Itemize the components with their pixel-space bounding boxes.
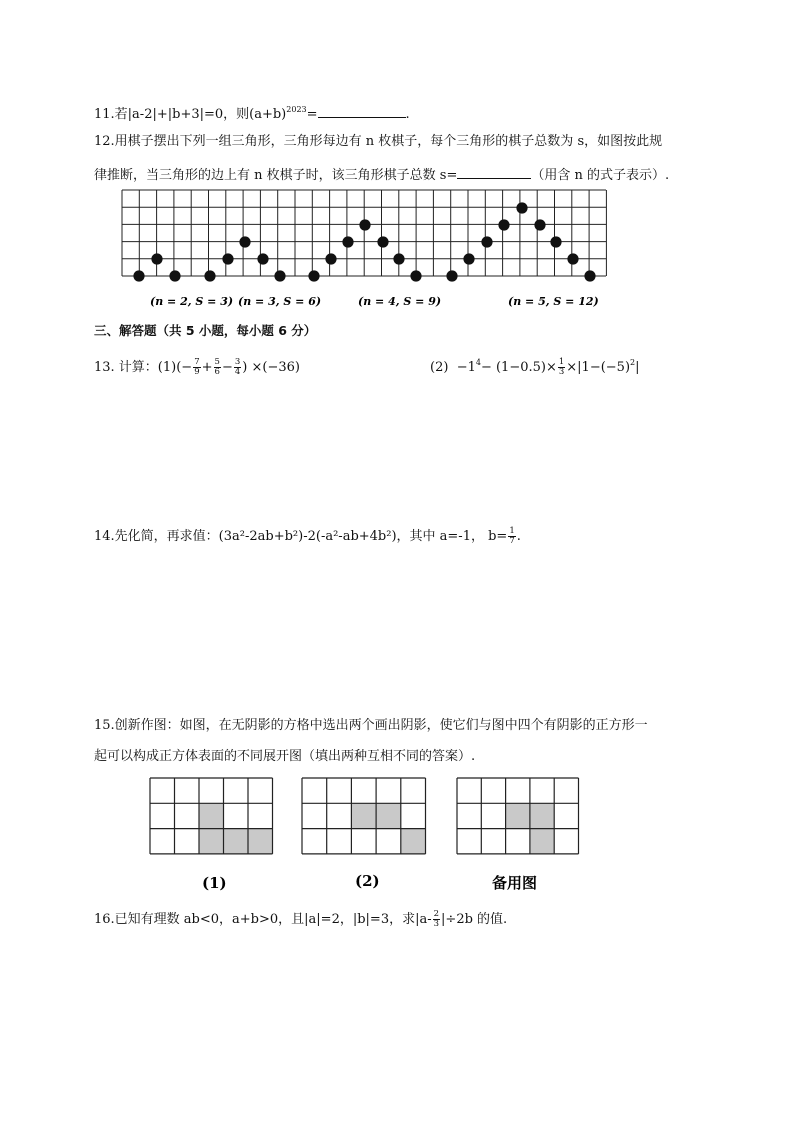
chess-stone xyxy=(534,219,545,230)
chess-stone xyxy=(567,253,578,264)
q13-p2-cexp: 2 xyxy=(630,358,636,367)
caption-n4: (n = 4, S = 9) xyxy=(358,295,442,308)
net-caption-2: (2) xyxy=(355,872,380,890)
chess-stone xyxy=(359,219,370,230)
fraction-7-9: $\frac{7}{9}$ xyxy=(194,357,200,377)
chess-stone xyxy=(169,270,180,281)
q11-answer-blank[interactable] xyxy=(318,104,406,118)
q13-p1-open: (− xyxy=(176,360,193,375)
caption-n3: (n = 3, S = 6) xyxy=(238,295,322,308)
q13-p2-d: | xyxy=(635,360,640,375)
q14-text: 14.先化简，再求值：(3a²-2ab+b²)-2(-a²-ab+4b²)，其中 a=-1， b= xyxy=(94,529,508,544)
chess-stone xyxy=(274,270,285,281)
q11-exponent: 2023 xyxy=(286,105,307,114)
net-caption-spare: 备用图 xyxy=(492,874,538,892)
chess-stone xyxy=(446,270,457,281)
chess-stone xyxy=(393,253,404,264)
q12-line2-suffix: （用含 n 的式子表示）. xyxy=(531,168,670,183)
q16-suffix: |÷2b 的值. xyxy=(441,912,508,927)
chess-stone xyxy=(498,219,509,230)
chess-grid xyxy=(122,190,606,276)
q13-plus: + xyxy=(201,360,213,375)
q12-line2-prefix: 律推断，当三角形的边上有 n 枚棋子时，该三角形棋子总数 s= xyxy=(94,168,458,183)
cube-net-grid-2 xyxy=(302,778,426,854)
question-12-line1: 12.用棋子摆出下列一组三角形，三角形每边有 n 枚棋子，每个三角形的棋子总数为 s，如图按此规 xyxy=(94,134,663,149)
chess-stone xyxy=(584,270,595,281)
chess-stone xyxy=(481,236,492,247)
q13-p2-a: −1 xyxy=(456,360,476,375)
question-15-line2: 起可以构成正方体表面的不同展开图（填出两种互相不同的答案）. xyxy=(94,749,476,764)
caption-n2: (n = 2, S = 3) xyxy=(150,295,234,308)
chess-stone xyxy=(516,202,527,213)
fraction-2-3: $\frac{2}{3}$ xyxy=(433,909,440,929)
q11-eq: = xyxy=(306,107,318,122)
chess-stone xyxy=(308,270,319,281)
question-13-part2 xyxy=(430,358,640,377)
q12-answer-blank[interactable] xyxy=(457,165,531,179)
cube-net-grid-3 xyxy=(457,778,579,854)
q11-suffix: . xyxy=(405,107,410,122)
chess-stone xyxy=(239,236,250,247)
question-16 xyxy=(94,910,507,929)
q13-close: ) xyxy=(242,360,248,375)
question-12-line2 xyxy=(94,165,669,185)
q13-p2-c: ×|1−(−5) xyxy=(566,360,631,375)
question-14 xyxy=(94,527,521,546)
caption-n5: (n = 5, S = 12) xyxy=(508,295,599,308)
fraction-1-7: $\frac{1}{7}$ xyxy=(509,526,515,546)
question-13 xyxy=(94,358,300,377)
q11-prefix: 11.若|a-2|+|b+3|=0，则(a+b) xyxy=(94,107,287,122)
chess-stone xyxy=(222,253,233,264)
q14-suffix: . xyxy=(516,529,521,544)
net-caption-1: (1) xyxy=(202,874,227,892)
fraction-3-4: $\frac{3}{4}$ xyxy=(234,357,241,377)
chess-stone xyxy=(204,270,215,281)
fraction-1-3: $\frac{1}{3}$ xyxy=(558,357,565,377)
q16-prefix: 16.已知有理数 ab<0，a+b>0，且|a|=2，|b|=3，求|a- xyxy=(94,912,432,927)
chess-stone xyxy=(377,236,388,247)
chess-stone xyxy=(342,236,353,247)
fraction-5-6: $\frac{5}{6}$ xyxy=(214,357,220,377)
q13-tail: ×(−36) xyxy=(247,360,300,375)
chess-stones xyxy=(133,202,595,281)
chess-stone xyxy=(151,253,162,264)
chess-stone xyxy=(550,236,561,247)
section-3-heading: 三、解答题（共 5 小题，每小题 6 分） xyxy=(94,323,317,338)
cube-net-grid-1 xyxy=(150,778,273,854)
question-15-line1: 15.创新作图：如图，在无阴影的方格中选出两个画出阴影，使它们与图中四个有阴影的正方形一 xyxy=(94,718,648,733)
q13-label: 13. 计算：(1) xyxy=(94,360,177,375)
q13-p2-aexp: 4 xyxy=(475,358,481,367)
chess-stone xyxy=(410,270,421,281)
chess-stone xyxy=(325,253,336,264)
cube-net-figures xyxy=(150,778,579,854)
chess-stone xyxy=(463,253,474,264)
q13-p2-b: − (1−0.5)× xyxy=(480,360,557,375)
q13-minus: − xyxy=(221,360,233,375)
chess-stone xyxy=(257,253,268,264)
question-11 xyxy=(94,104,410,124)
q13-p2-label: (2) xyxy=(430,360,449,375)
chess-stone xyxy=(133,270,144,281)
